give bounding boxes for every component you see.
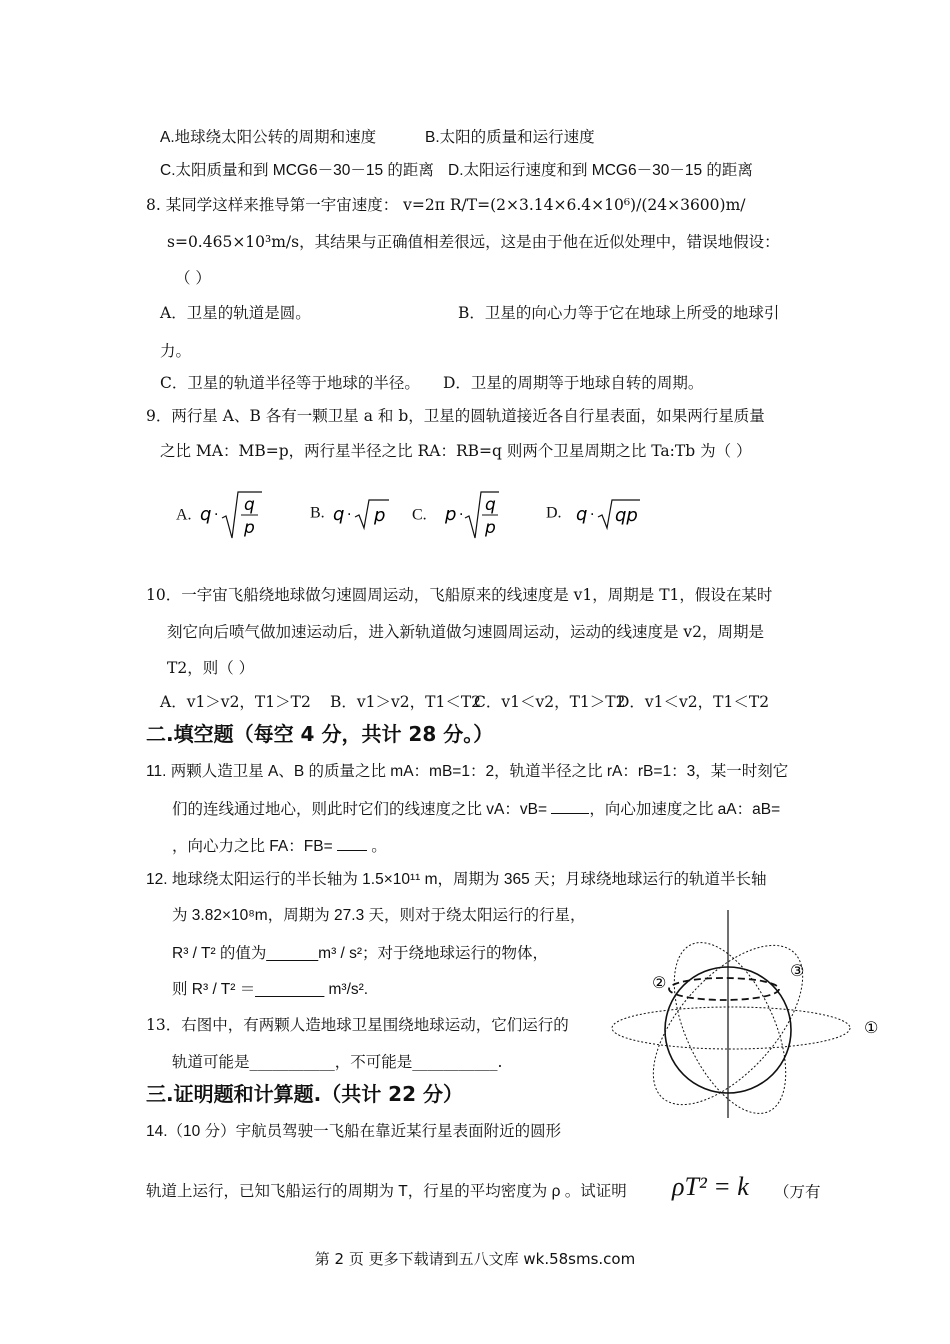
q11-line3 [172,836,387,857]
q11-line2-text: 们的连线通过地心，则此时它们的线速度之比 vA：vB= [172,801,552,818]
q9-option-b-label: B. [310,504,325,522]
q11-blank-velocity[interactable] [551,799,589,814]
q10-option-b: B．v1＞v2，T1＜T2 [330,693,482,711]
svg-text:p: p [484,518,496,538]
svg-text:·: · [346,507,352,523]
q12-line4: 则 R³ / T² ＝________ m³/s². [172,981,369,998]
svg-text:p: p [444,504,457,525]
orbit-2 [669,978,779,1000]
svg-text:q: q [332,504,345,525]
q9-line1: 9．两行星 A、B 各有一颗卫星 a 和 b，卫星的圆轨道接近各自行星表面，如果两行星质量 [146,407,765,425]
svg-text:q: q [243,495,255,515]
q10-line3: T2，则（ ） [167,659,255,677]
q10-line2: 刻它向后喷气做加速运动后，进入新轨道做匀速圆周运动，运动的线速度是 v2，周期是 [167,623,765,641]
svg-text:q: q [484,495,496,515]
q14-line2-end: （万有 [774,1183,821,1201]
q7-option-d: D.太阳运行速度和到 MCG6－30－15 的距离 [448,162,753,179]
q10-option-d: D．v1＜v2，T1＜T2 [617,693,770,711]
q13-line2: 轨道可能是___________，不可能是___________. [172,1053,503,1071]
svg-text:q: q [199,504,211,525]
q9-option-c-label: C. [412,506,427,524]
svg-text:·: · [589,507,595,523]
q8-option-c: C．卫星的轨道半径等于地球的半径。 [160,374,420,392]
q10-option-a: A．v1＞v2，T1＞T2 [160,693,311,711]
satellite-orbit-figure [600,900,900,1125]
q7-option-a: A.地球绕太阳公转的周期和速度 [160,129,377,146]
svg-text:·: · [213,507,219,523]
q9-option-b-formula [329,496,389,532]
q14-line2: 轨道上运行，已知飞船运行的周期为 T，行星的平均密度为 ρ 。试证明 [146,1183,627,1200]
section-3-heading: 三.证明题和计算题.（共计 22 分） [146,1082,463,1106]
q9-option-d-label: D. [546,504,562,522]
q12-line3: R³ / T² 的值为______m³ / s²；对于绕地球运行的物体， [172,945,549,962]
q9-option-b [310,496,389,532]
orbit-label-3: ③ [790,961,805,980]
q11-blank-force[interactable] [337,836,367,851]
q11-line1: 11. 两颗人造卫星 A、B 的质量之比 mA：mB=1：2，轨道半径之比 rA：rB=1：3，某一时刻它 [146,763,789,780]
q8-line2: s=0.465×10³m/s，其结果与正确值相差很远，这是由于他在近似处理中，错误地假设： [167,233,780,251]
q9-option-c-formula [431,488,501,544]
q11-line2-end: ，向心加速度之比 aA：aB= [589,801,781,818]
q8-option-a: A．卫星的轨道是圆。 [160,304,311,322]
svg-text:p: p [373,505,386,526]
q9-option-c [412,488,501,544]
q11-line2 [172,799,780,820]
q13-line1: 13．右图中，有两颗人造地球卫星围绕地球运动，它们运行的 [146,1016,569,1034]
q9-option-d [546,496,640,532]
svg-text:·: · [458,507,464,523]
q11-line3-end: 。 [366,838,387,855]
q14-formula: ρT² = k [672,1172,749,1201]
svg-text:q: q [575,504,587,525]
section-2-heading: 二.填空题（每空 4 分，共计 28 分。） [146,722,494,746]
q9-option-a [176,488,266,544]
q8-line1: 8. 某同学这样来推导第一宇宙速度： v=2π R/T=(2×3.14×6.4×10⁶)/(24×3600)m/ [146,196,746,214]
orbit-1 [612,1007,850,1049]
q12-line1: 12. 地球绕太阳运行的半长轴为 1.5×10¹¹ m，周期为 365 天；月球绕地球运行的轨道半长轴 [146,871,767,888]
q9-option-a-label: A. [176,506,192,524]
q9-option-a-formula [196,488,266,544]
page-footer: 第 2 页 更多下载请到五八文库 wk.58sms.com [314,1250,636,1268]
orbit-4 [651,926,809,1125]
q7-option-b: B.太阳的质量和运行速度 [425,129,595,146]
q9-line2: 之比 MA：MB=p，两行星半径之比 RA：RB=q 则两个卫星周期之比 Ta:Tb 为（ ） [160,442,752,460]
orbit-label-1: ① [864,1018,879,1037]
q8-option-d: D．卫星的周期等于地球自转的周期。 [443,374,704,392]
q9-option-d-formula [566,496,640,532]
q8-option-b-cont: 力。 [160,342,192,360]
svg-text:p: p [243,518,255,538]
q7-option-c: C.太阳质量和到 MCG6－30－15 的距离 [160,162,434,179]
q11-line3-text: ，向心力之比 FA：FB= [172,838,337,855]
orbit-label-2: ② [652,973,667,992]
q10-option-c: C．v1＜v2，T1＞T2 [474,693,626,711]
q8-option-b: B．卫星的向心力等于它在地球上所受的地球引 [458,304,780,322]
q12-line2: 为 3.82×10⁸m，周期为 27.3 天，则对于绕太阳运行的行星， [172,907,586,924]
svg-text:qp: qp [614,505,638,526]
q10-line1: 10．一宇宙飞船绕地球做匀速圆周运动，飞船原来的线速度是 v1，周期是 T1，假设在某时 [146,586,773,604]
q8-line3: （ ） [175,269,211,287]
q14-line1: 14.（10 分）宇航员驾驶一飞船在靠近某行星表面附近的圆形 [146,1123,562,1140]
